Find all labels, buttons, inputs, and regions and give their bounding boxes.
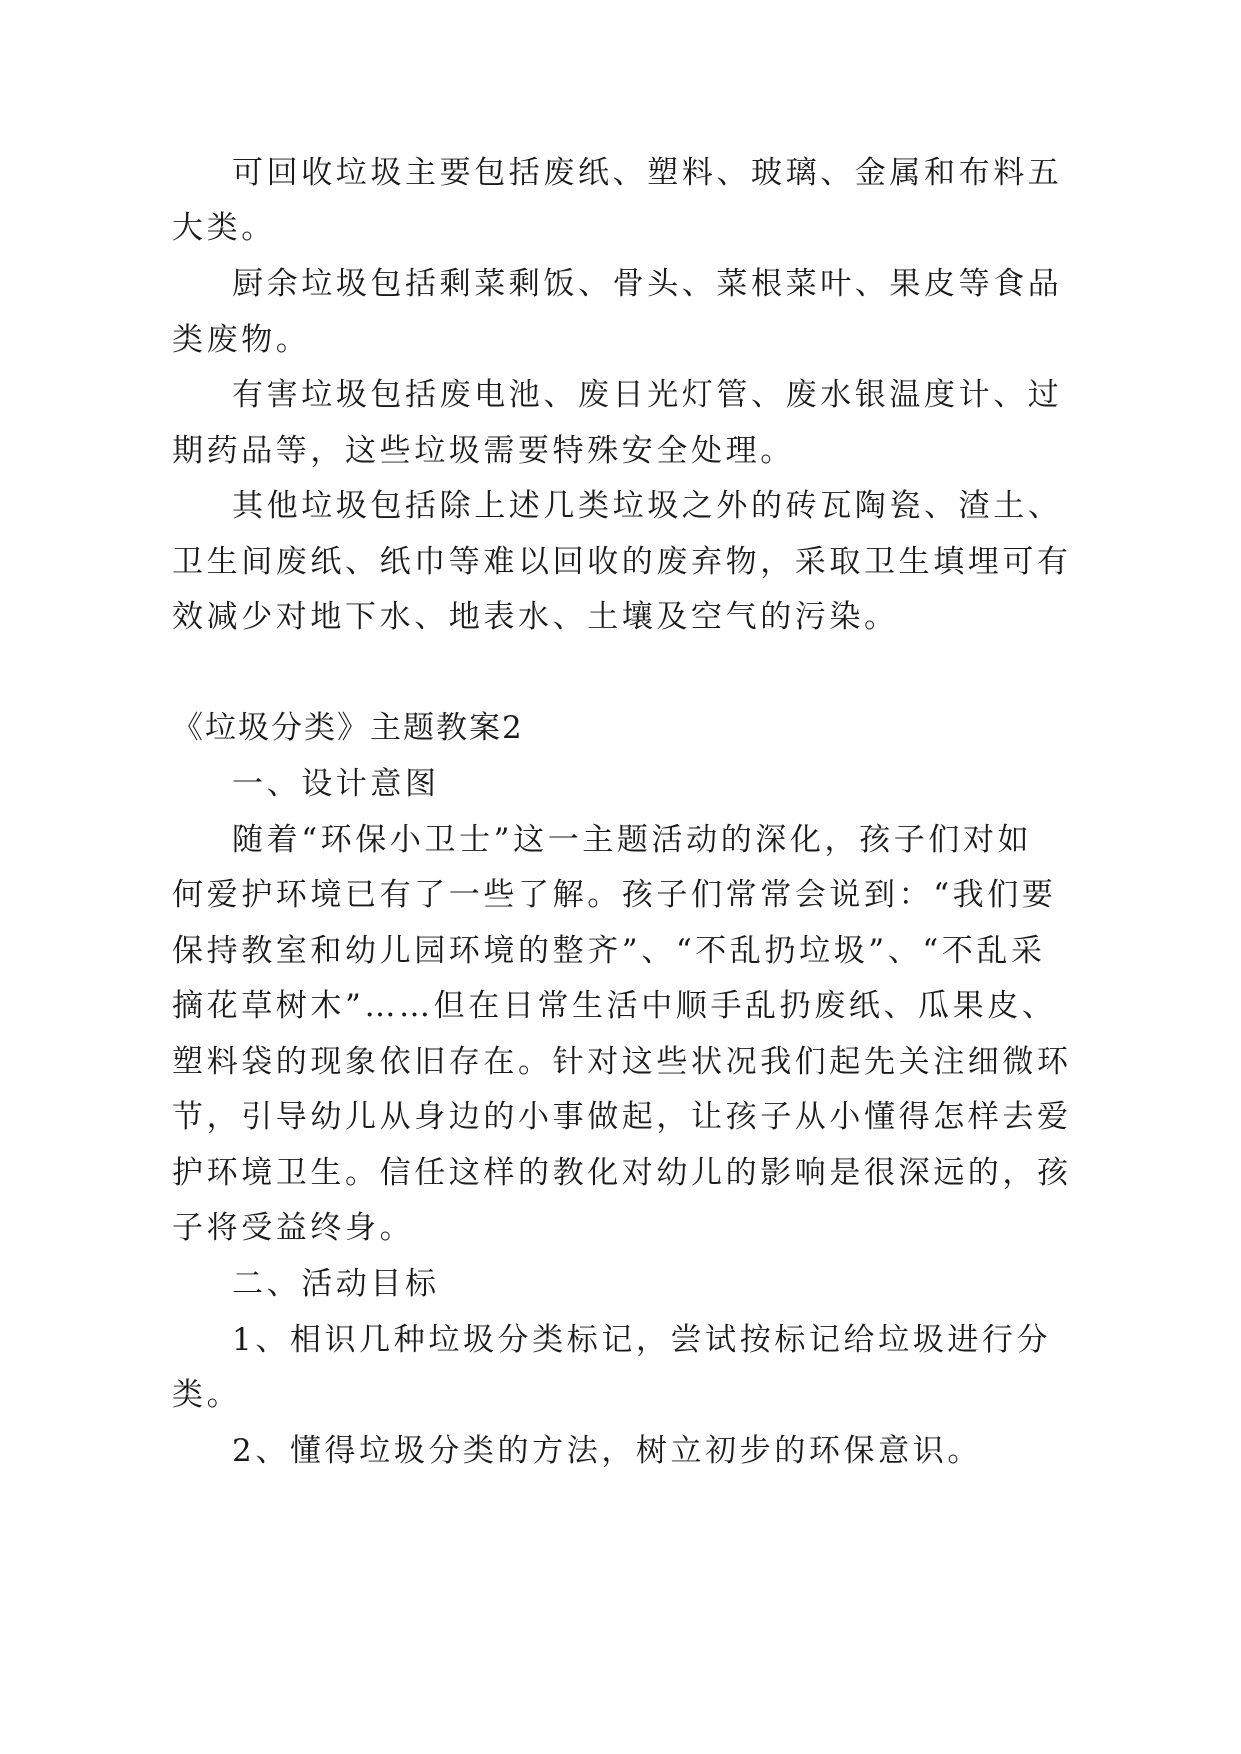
section-heading: 二、活动目标 [232,1266,440,1302]
paragraph-line: 可回收垃圾主要包括废纸、塑料、玻璃、金属和布料五 [232,155,1063,191]
paragraph-line: 子将受益终身。 [172,1210,415,1246]
list-item: 类。 [172,1377,242,1413]
section-title: 《垃圾分类》主题教案2 [172,710,524,746]
paragraph-line: 有害垃圾包括废电池、废日光灯管、废水银温度计、过 [232,377,1063,413]
paragraph-line: 护环境卫生。信任这样的教化对幼儿的影响是很深远的，孩 [172,1155,1072,1191]
section-heading: 一、设计意图 [232,766,440,802]
paragraph-line: 节，引导幼儿从身边的小事做起，让孩子从小懂得怎样去爱 [172,1099,1072,1135]
paragraph-line: 保持教室和幼儿园环境的整齐”、“不乱扔垃圾”、“不乱采 [172,933,1046,969]
paragraph-line: 随着“环保小卫士”这一主题活动的深化，孩子们对如 [232,822,1033,858]
paragraph-line: 厨余垃圾包括剩菜剩饭、骨头、菜根菜叶、果皮等食品 [232,266,1063,302]
paragraph-line: 其他垃圾包括除上述几类垃圾之外的砖瓦陶瓷、渣土、 [232,488,1063,524]
paragraph-line: 何爱护环境已有了一些了解。孩子们常常会说到：“我们要 [172,877,1057,913]
paragraph-line: 类废物。 [172,322,311,358]
paragraph-line: 期药品等，这些垃圾需要特殊安全处理。 [172,433,795,469]
paragraph-line: 塑料袋的现象依旧存在。针对这些状况我们起先关注细微环 [172,1044,1072,1080]
list-item: 2、懂得垃圾分类的方法，树立初步的环保意识。 [232,1433,982,1469]
paragraph-line: 摘花草树木”……但在日常生活中顺手乱扔废纸、瓜果皮、 [172,988,1057,1024]
paragraph-line: 效减少对地下水、地表水、土壤及空气的污染。 [172,599,899,635]
paragraph-line: 大类。 [172,210,276,246]
list-item: 1、相识几种垃圾分类标记，尝试按标记给垃圾进行分 [232,1322,1052,1358]
paragraph-line: 卫生间废纸、纸巾等难以回收的废弃物，采取卫生填埋可有 [172,544,1072,580]
